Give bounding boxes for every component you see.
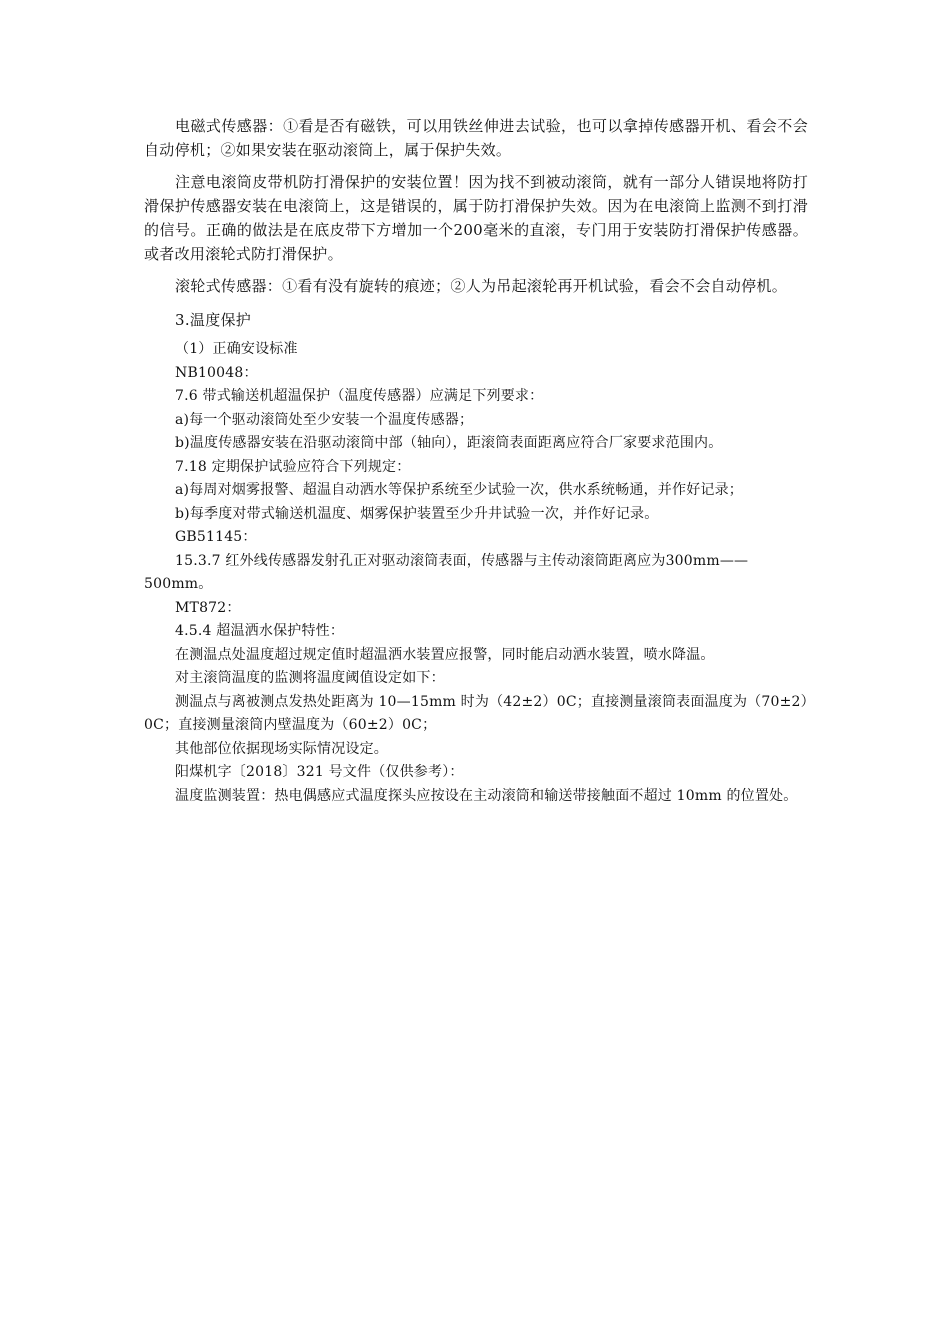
line-temperature-device: 温度监测装置：热电偶感应式温度探头应按设在主动滚筒和输送带接触面不超过 10mm 的位置处。: [175, 787, 798, 804]
line-7-18-b: b)每季度对带式输送机温度、烟雾保护装置至少升井试验一次，并作好记录。: [175, 505, 659, 522]
document-page: [144, 114, 808, 808]
line-standard-heading: （1）正确安设标准: [175, 341, 298, 357]
line-nb10048: NB10048：: [175, 364, 258, 381]
line-overtemp-alarm: 在测温点处温度超过规定值时超温洒水装置应报警，同时能启动洒水装置，喷水降温。: [175, 646, 715, 663]
paragraph-roller-sensor: 滚轮式传感器：①看有没有旋转的痕迹；②人为吊起滚轮再开机试验，看会不会自动停机。: [175, 277, 788, 295]
line-7-6-b: b)温度传感器安装在沿驱动滚筒中部（轴向），距滚筒表面距离应符合厂家要求范围内。: [175, 435, 723, 451]
line-4-5-4: 4.5.4 超温洒水保护特性：: [175, 623, 345, 639]
line-7-6: 7.6 带式输送机超温保护（温度传感器）应满足下列要求：: [175, 388, 544, 404]
paragraph-electromagnetic-sensor: 电磁式传感器：①看是否有磁铁，可以用铁丝伸进去试验，也可以拿掉传感器开机、看会不会自动停机；②如果安装在驱动滚筒上，属于保护失效。: [144, 117, 808, 159]
line-mt872: MT872：: [175, 599, 241, 616]
line-other-parts: 其他部位依据现场实际情况设定。: [175, 740, 388, 757]
line-yangmei-doc: 阳煤机字〔2018〕321 号文件（仅供参考）：: [175, 764, 464, 780]
line-7-18: 7.18 定期保护试验应符合下列规定：: [175, 458, 411, 475]
section-title: 3.温度保护: [175, 311, 252, 329]
line-7-18-a: a)每周对烟雾报警、超温自动洒水等保护系统至少试验一次，供水系统畅通，并作好记录；: [175, 482, 744, 498]
line-7-6-a: a)每一个驱动滚筒处至少安装一个温度传感器；: [175, 411, 474, 428]
line-threshold-values: 测温点与离被测点发热处距离为 10—15mm 时为（42±2）0C；直接测量滚筒表面温度为（70±2）0C；直接测量滚筒内壁温度为（60±2）0C；: [144, 693, 808, 733]
line-15-3-7: 15.3.7 红外线传感器发射孔正对驱动滚筒表面，传感器与主传动滚筒距离应为300mm——500mm。: [144, 552, 749, 592]
line-gb51145: GB51145：: [175, 529, 257, 545]
line-threshold-intro: 对主滚筒温度的监测将温度阈值设定如下：: [175, 670, 445, 686]
paragraph-electric-drum-note: 注意电滚筒皮带机防打滑保护的安装位置！因为找不到被动滚筒，就有一部分人错误地将防打滑保护传感器安装在电滚筒上，这是错误的，属于防打滑保护失效。因为在电滚筒上监测不到打滑的信号。正确的做法是在底皮带下方增加一个200毫米的直滚，专门用于安装防打滑保护传感器。或者改用滚轮式防打滑保护。: [144, 173, 808, 263]
